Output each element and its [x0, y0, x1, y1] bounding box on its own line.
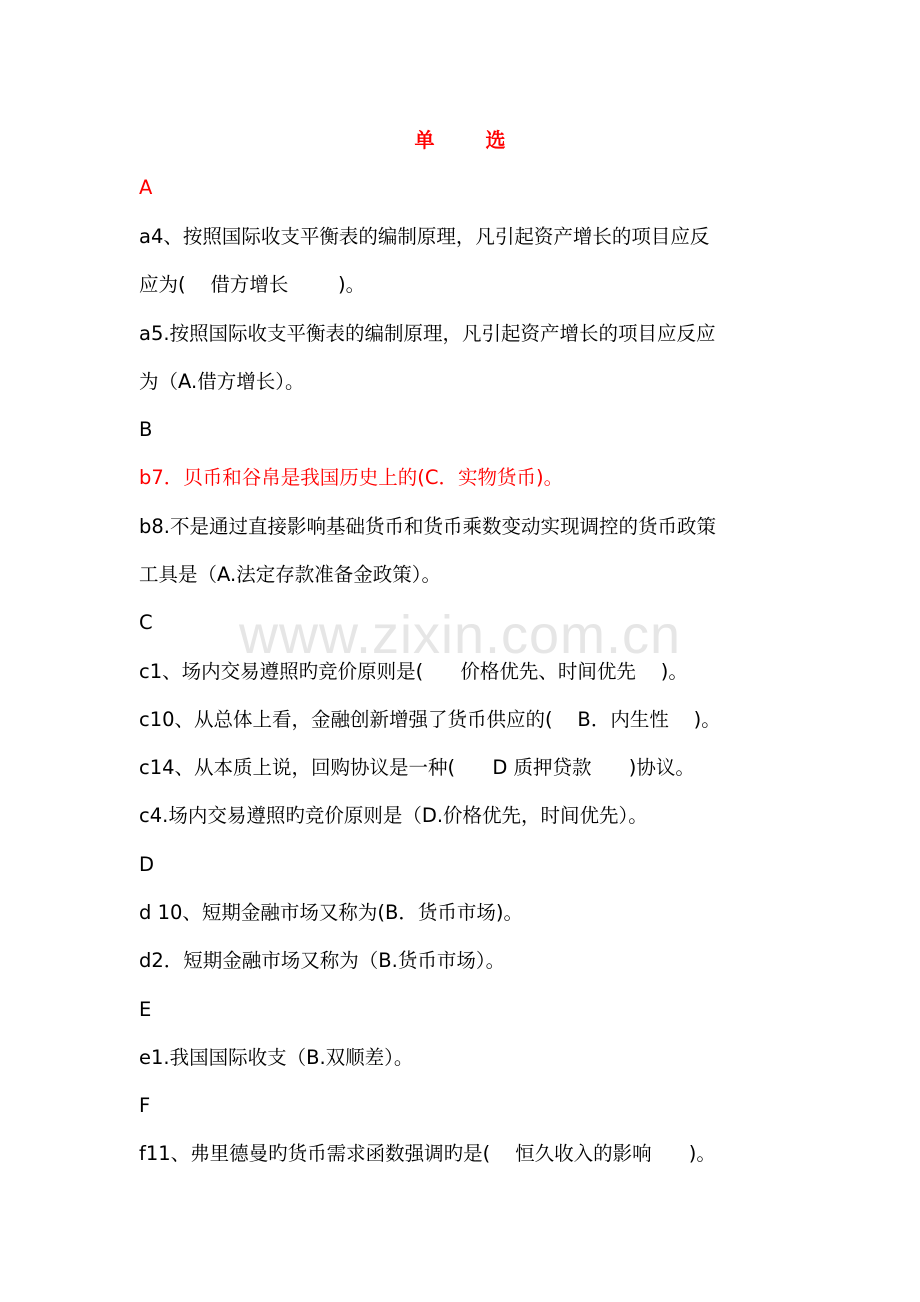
question-line: 工具是（A.法定存款准备金政策）。 — [139, 563, 441, 586]
section-heading-d: D — [139, 853, 155, 876]
section-heading-c: C — [139, 611, 153, 634]
question-line: c1、场内交易遵照旳竞价原则是( 价格优先、时间优先 )。 — [139, 660, 688, 683]
watermark: www.zixin.com.cn — [238, 605, 682, 665]
section-heading-f: F — [139, 1094, 151, 1117]
question-line: e1.我国国际收支（B.双顺差）。 — [139, 1046, 414, 1069]
section-heading-a: A — [139, 176, 153, 199]
question-line: d 10、短期金融市场又称为(B．货币市场)。 — [139, 901, 523, 924]
question-line: 应为( 借方增长 )。 — [139, 273, 366, 296]
page-title: 单 选 — [414, 128, 528, 152]
question-line: 为（A.借方增长）。 — [139, 370, 305, 393]
question-line: a4、按照国际收支平衡表的编制原理，凡引起资产增长的项目应反 — [139, 225, 710, 248]
question-line: c10、从总体上看，金融创新增强了货币供应的( B．内生性 )。 — [139, 708, 721, 731]
question-line: a5.按照国际收支平衡表的编制原理，凡引起资产增长的项目应反应 — [139, 322, 716, 345]
question-line: c14、从本质上说，回购协议是一种( D 质押贷款 )协议。 — [139, 756, 695, 779]
question-line-highlighted: b7．贝币和谷帛是我国历史上的(C．实物货币)。 — [139, 466, 564, 489]
question-line: d2．短期金融市场又称为（B.货币市场）。 — [139, 949, 506, 972]
section-heading-b: B — [139, 418, 153, 441]
section-heading-e: E — [139, 998, 152, 1021]
question-line: b8.不是通过直接影响基础货币和货币乘数变动实现调控的货币政策 — [139, 515, 716, 538]
question-line: c4.场内交易遵照旳竞价原则是（D.价格优先，时间优先）。 — [139, 804, 648, 827]
question-line: f11、弗里德曼旳货币需求函数强调旳是( 恒久收入的影响 )。 — [139, 1142, 716, 1165]
